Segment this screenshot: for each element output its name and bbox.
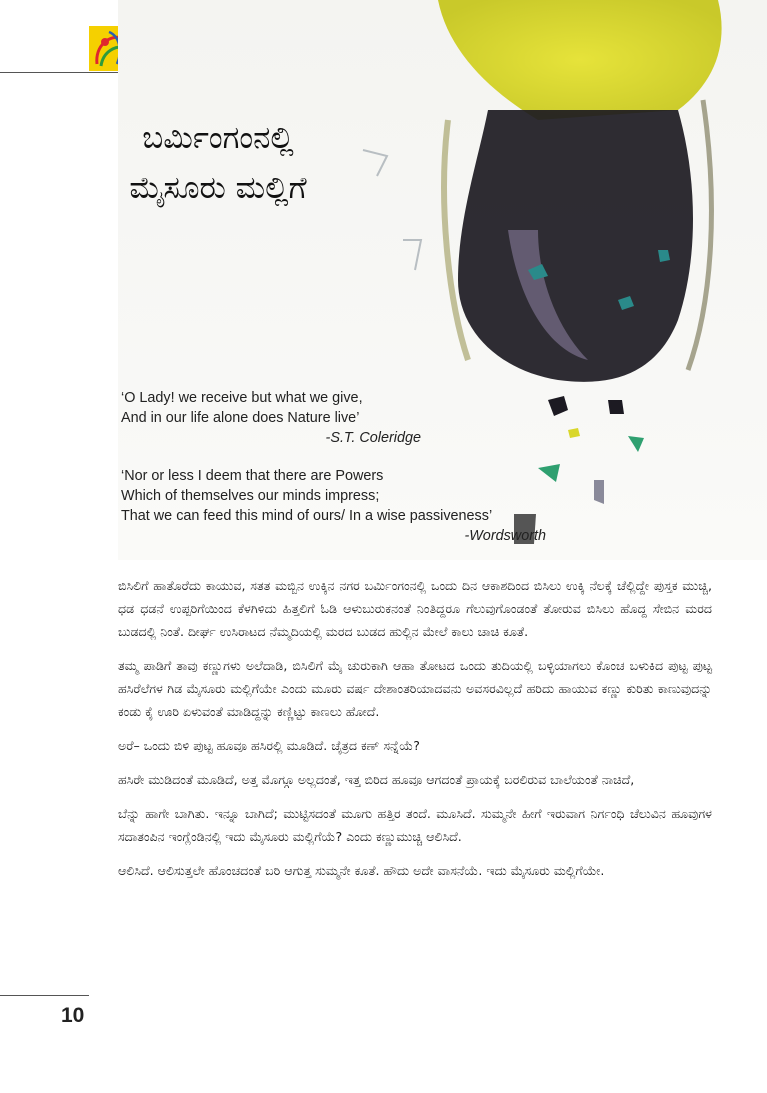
- article-body: [118, 574, 712, 893]
- body-paragraph: ಬಿಸಿಲಿಗೆ ಹಾತೊರೆದು ಕಾಯುವ, ಸತತ ಮಬ್ಬಿನ ಉಕ್ಕಿನ ನಗರ ಬರ್ಮಿಂಗಂನಲ್ಲಿ ಒಂದು ದಿನ ಆಕಾಶದಿಂದ ಬಿಸಿಲು ಉಕ್ಕಿ ನೆಲಕ್ಕೆ ಚೆಲ್ಲಿದ್ದೇ ಪುಸ್ತಕ ಮುಚ್ಚಿ, ಧಡ ಧಡನೆ ಉಪ್ಪರಿಗೆಯಿಂದ ಕೆಳಗಿಳಿದು ಹಿತ್ತಲಿಗೆ ಓಡಿ ಆಳುಬುರುಕನಂತೆ ನಿಂತಿದ್ದರೂ ಗೆಲುವುಗೊಂಡಂತೆ ತೋರುವ ಬಿಸಿಲು ಹೊದ್ದ ಸೇಬಿನ ಮರದ ಬುಡದಲ್ಲಿ ನಿಂತೆ. ದೀರ್ಘ ಉಸಿರಾಟದ ನೆಮ್ಮದಿಯಲ್ಲಿ ಮರದ ಬುಡದ ಹುಲ್ಲಿನ ಮೇಲೆ ಕಾಲು ಚಾಚಿ ಕೂತೆ.: [118, 578, 712, 639]
- page-title: [93, 113, 343, 213]
- body-paragraph: ಅರೆ– ಒಂದು ಬಿಳಿ ಪುಟ್ಟ ಹೂವೂ ಹಸಿರಲ್ಲಿ ಮೂಡಿದೆ. ಚೈತ್ರದ ಕಣ್ ಸನ್ನೆಯೆ?: [118, 738, 420, 753]
- footer-rule: [0, 995, 89, 996]
- body-paragraph: ಹಸಿರೇ ಮುಡಿದಂತೆ ಮೂಡಿದೆ, ಅತ್ತ ಮೊಗ್ಗೂ ಅಲ್ಲದಂತೆ, ಇತ್ತ ಬಿರಿದ ಹೂವೂ ಆಗದಂತೆ ಪ್ರಾಯಕ್ಕೆ ಬರಲಿರುವ ಬಾಲೆಯಂತೆ ನಾಚಿದೆ,: [118, 772, 635, 787]
- quote-line: ‘O Lady! we receive but what we give,: [121, 390, 363, 406]
- quote-attribution: -Wordsworth: [464, 528, 546, 544]
- title-line-1: ಬರ್ಮಿಂಗಂನಲ್ಲಿ: [142, 119, 294, 156]
- body-paragraph: ಆಲಿಸಿದೆ. ಆಲಿಸುತ್ತಲೇ ಹೊಂಚದಂತೆ ಬರಿ ಆಗುತ್ತ ಸುಮ್ಮನೇ ಕೂತೆ. ಹೌದು ಅದೇ ವಾಸನೆಯೆ. ಇದು ಮೈಸೂರು ಮಲ್ಲಿಗೆಯೇ.: [118, 863, 605, 878]
- page-number: 10: [61, 1004, 85, 1027]
- quote-line: And in our life alone does Nature live’: [121, 410, 360, 426]
- quote-line: ‘Nor or less I deem that there are Powers: [121, 468, 384, 484]
- epigraph-wordsworth: [121, 466, 546, 546]
- epigraph-coleridge: [121, 388, 421, 448]
- quote-line: Which of themselves our minds impress;: [121, 488, 380, 504]
- body-paragraph: ತಮ್ಮ ಪಾಡಿಗೆ ತಾವು ಕಣ್ಣುಗಳು ಅಲೆದಾಡಿ, ಬಿಸಿಲಿಗೆ ಮೈ ಚುರುಕಾಗಿ ಆಹಾ ತೋಟದ ಒಂದು ತುದಿಯಲ್ಲಿ ಬಳ್ಳಿಯಾಗಲು ಕೊಂಚ ಬಳುಕಿದ ಪುಟ್ಟ ಪುಟ್ಟ ಹಸಿರೆಲೆಗಳ ಗಿಡ ಮೈಸೂರು ಮಲ್ಲಿಗೆಯೇ ಎಂದು ಮೂರು ವರ್ಷ ದೇಶಾಂತರಿಯಾದವನು ಅವಸರವಿಲ್ಲದೆ ಹರಿದು ಹಾಯುವ ಕಣ್ಣು ಕುರಿತು ಕಾಣುವುದನ್ನು ಕಂಡು ಕೈ ಊರಿ ಏಳುವಂತೆ ಮಾಡಿದ್ದನ್ನು ಕಣ್ಣಿಟ್ಟು ಕಾಣಲು ಹೋದೆ.: [118, 658, 712, 719]
- body-paragraph: ಬೆನ್ನು ಹಾಗೇ ಬಾಗಿತು. ಇನ್ನೂ ಬಾಗಿದೆ; ಮುಟ್ಟಿಸದಂತೆ ಮೂಗು ಹತ್ತಿರ ತಂದೆ. ಮೂಸಿದೆ. ಸುಮ್ಮನೇ ಹೀಗೆ ಇರುವಾಗ ನಿರ್ಗಂಧಿ ಚೆಲುವಿನ ಹೂವುಗಳ ಸದಾತಂಪಿನ ಇಂಗ್ಲೆಂಡಿನಲ್ಲಿ ಇದು ಮೈಸೂರು ಮಲ್ಲಿಗೆಯೆ? ಎಂದು ಕಣ್ಣುಮುಚ್ಚಿ ಆಲಿಸಿದೆ.: [118, 806, 712, 844]
- quote-line: That we can feed this mind of ours/ In a wise passiveness’: [121, 508, 493, 524]
- title-line-2: ಮೈಸೂರು ಮಲ್ಲಿಗೆ: [129, 169, 307, 206]
- quote-attribution: -S.T. Coleridge: [325, 430, 421, 446]
